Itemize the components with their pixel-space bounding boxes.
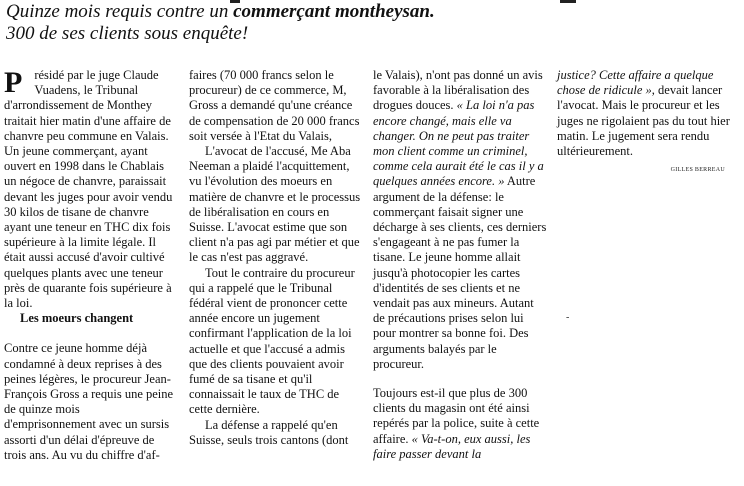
paragraph-text: , devait lancer l'avocat. Mais le procureur et les juges ne rigolaient pas du tout hier matin. Le jugement sera rendu ultérieurement. bbox=[557, 83, 730, 159]
paragraph: résidé par le juge Claude Vuadens, le Tribunal d'arrondissement de Monthey traitait hier matin d'une affaire de chanvre peu commune en Valais. Un jeune commerçant, ayant ouvert en 1998 dans le Chablais un négoce de chanvre, paraissait devant les juges pour avoir vendu 30 kilos de tisane de chanvre ayant une teneur en THC dix fois supérieure à la limite légale. Il était aussi accusé d'avoir cultivé quelques plants avec une teneur près de quarante fois supérieure à la loi. bbox=[4, 68, 173, 311]
headline-line-1 bbox=[6, 1, 736, 23]
quote: « La loi n'a pas encore changé, mais elle va changer. On ne peut pas traiter mon client comme un criminel, comme cela aurait été le cas il y a quelques années encore. » bbox=[373, 98, 544, 189]
headline-line-2: 300 de ses clients sous enquête! bbox=[6, 23, 249, 44]
paragraph: Contre ce jeune homme déjà condamné à deux reprises à des peines légères, le procureur Jean-François Gross a requis une peine de quinze mois d'emprisonnement avec un sursis assorti d'un délai d'épreuve de trois ans. Au vu du chiffre d'af- bbox=[4, 341, 174, 462]
article-column-2 bbox=[189, 68, 363, 448]
paragraph: L'avocat de l'accusé, Me Aba Neeman a plaidé l'acquittement, vu l'évolution des moeurs en matière de chanvre et le processus de libéralisation en cours en Suisse. L'avocat estime que son client n'a pas agi par métier et que le cas n'est pas aggravé. bbox=[189, 144, 361, 265]
subheading: Les moeurs changent bbox=[20, 311, 134, 326]
article-column-1 bbox=[4, 68, 174, 463]
paragraph-text: Toujours est-il que plus de 300 clients du magasin ont été ainsi repérés par la police, suite à cette affaire. bbox=[373, 386, 540, 446]
paragraph bbox=[373, 68, 548, 372]
article-column-4 bbox=[557, 68, 737, 178]
paragraph: Tout le contraire du procureur qui a rappelé que le Tribunal fédéral vient de prononcer cette année encore un jugement confirmant l'application de la loi actuelle et que l'accusé a admis que des clients pouvaient avoir fumé de sa tisane et qu'il connaissait le taux de THC de cette dernière. bbox=[189, 265, 355, 417]
paragraph-text: Autre argument de la défense: le commerçant faisait signer une décharge à ses clients, ces derniers s'engageant à ne pas fumer la tisane. Le jeune homme allait jusqu'à photocopier les cartes d'identités de ses clients et ne vendait pas aux mineurs. Autant de précautions prises selon lui pour montrer sa bonne foi. Des arguments balayés par le procureur. bbox=[373, 174, 547, 371]
paragraph bbox=[373, 386, 548, 462]
quote: justice? Cette affaire a quelque chose de ridicule » bbox=[557, 68, 714, 98]
paragraph-spacer bbox=[373, 372, 548, 386]
quote: « Va-t-on, eux aussi, les faire passer devant la bbox=[373, 431, 531, 461]
paragraph-spacer bbox=[4, 326, 174, 341]
paragraph-text: le Valais), n'ont pas donné un avis favorable à la libéralisation des drogues douces. bbox=[373, 68, 543, 113]
drop-cap: P bbox=[4, 66, 23, 99]
paragraph: La défense a rappelé qu'en Suisse, seuls trois cantons (dont bbox=[189, 417, 349, 447]
stray-dash: - bbox=[566, 312, 570, 323]
paragraph bbox=[557, 68, 737, 159]
headline-bold-part: commerçant montheysan. bbox=[233, 1, 435, 22]
headline-italic-part: Quinze mois requis contre un bbox=[6, 1, 234, 22]
article-column-3 bbox=[373, 68, 548, 462]
author-signature: GILLES BERREAU bbox=[670, 167, 725, 174]
article-headline bbox=[6, 1, 736, 45]
paragraph: faires (70 000 francs selon le procureur) de ce commerce, M, Gross a demandé qu'une créance de compensation de 20 000 francs soit versée à l'Etat du Valais, bbox=[189, 68, 360, 143]
